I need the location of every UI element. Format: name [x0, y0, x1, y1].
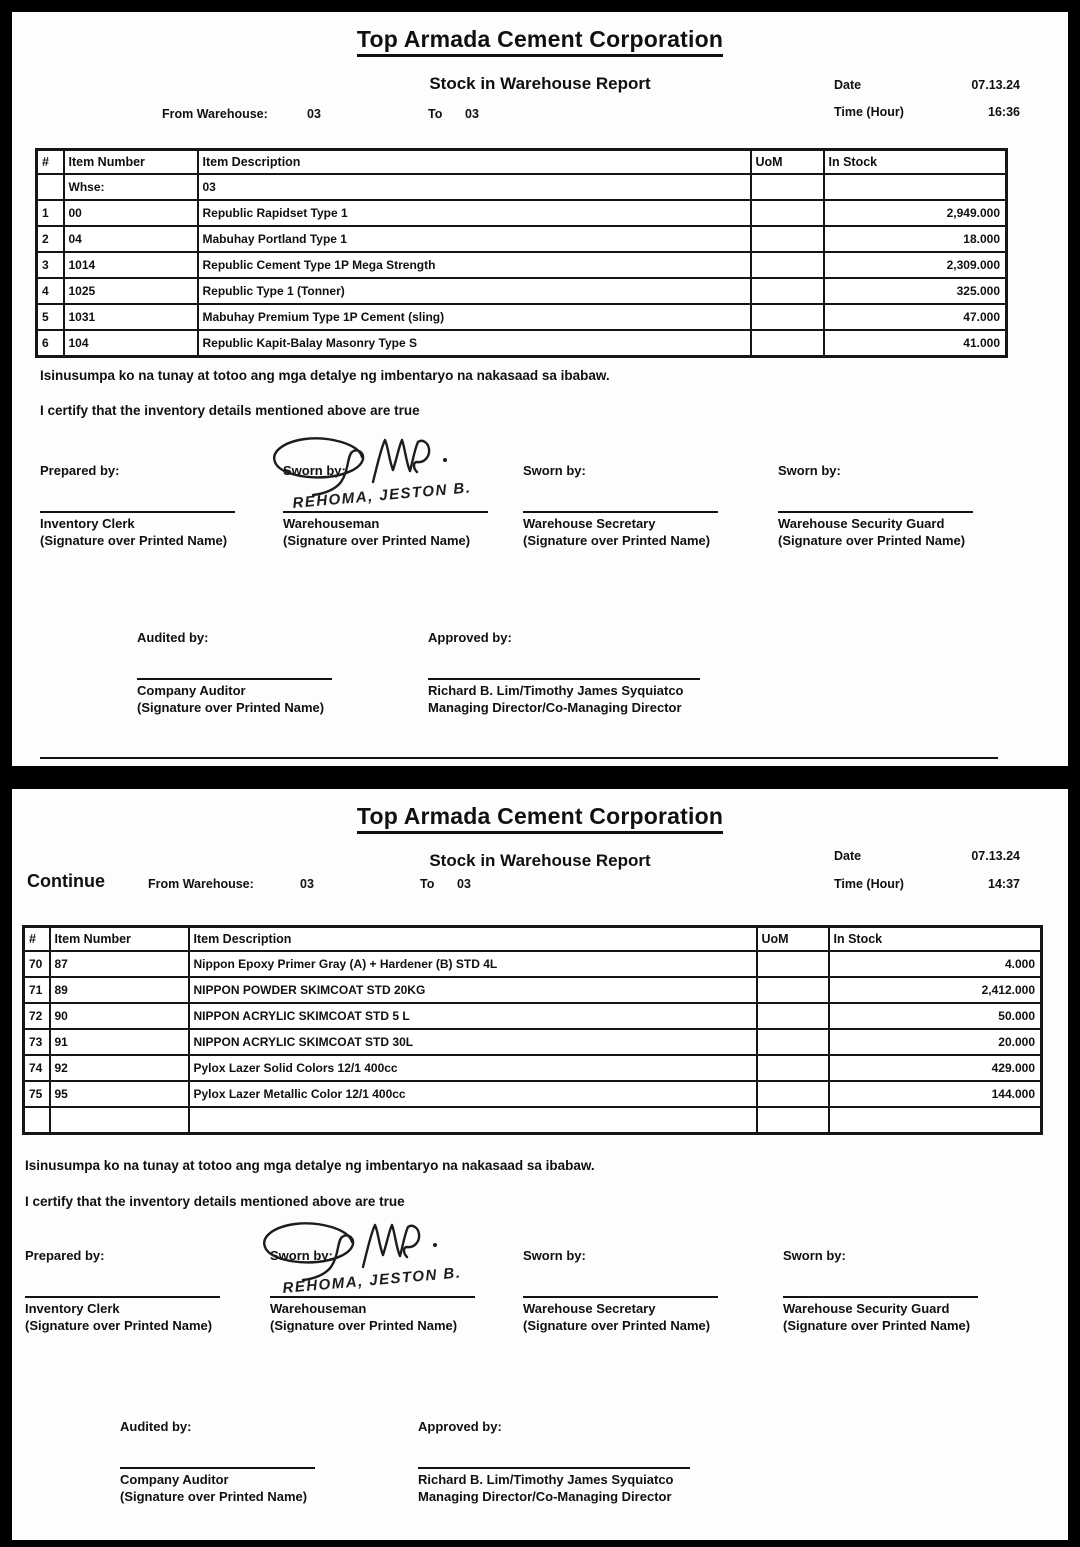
signature-block-security-guard [778, 463, 1003, 548]
report-page-1 [12, 12, 1068, 766]
column-header-uom-cell: UoM [757, 927, 829, 952]
row-number-cell: 2 [37, 226, 64, 252]
uom-cell [751, 226, 824, 252]
item-number-cell: 90 [50, 1003, 189, 1029]
statement-english: I certify that the inventory details mentioned above are true [25, 1194, 405, 1209]
date-value: 07.13.24 [971, 78, 1020, 92]
table-row [24, 1029, 1042, 1055]
column-header-uom-cell: UoM [751, 150, 824, 175]
signature-line [783, 1296, 978, 1298]
signature-line [523, 1296, 718, 1298]
statement-english: I certify that the inventory details mentioned above are true [40, 403, 420, 418]
report-title: Stock in Warehouse Report [429, 74, 651, 93]
in-stock-cell: 20.000 [829, 1029, 1042, 1055]
uom-cell [751, 278, 824, 304]
row-number-cell: 70 [24, 951, 50, 977]
signatory-title: Company Auditor [120, 1472, 229, 1487]
uom-cell [751, 252, 824, 278]
signature-block-warehouseman [283, 463, 508, 548]
column-header-in-stock-cell: In Stock [824, 150, 1007, 175]
sworn-by-label: Sworn by: [523, 463, 586, 478]
item-description-cell: Mabuhay Premium Type 1P Cement (sling) [198, 304, 751, 330]
from-warehouse-label: From Warehouse: [148, 877, 254, 891]
signature-block-warehouse-secretary [523, 463, 748, 548]
page-footer-rule [40, 757, 998, 759]
signature-block-warehouseman [270, 1248, 495, 1333]
uom-cell [751, 174, 824, 200]
signature-name-text: REHOMA, JESTON B. [291, 479, 472, 512]
date-value: 07.13.24 [971, 849, 1020, 863]
approver-title: Managing Director/Co-Managing Director [428, 700, 682, 715]
item-description-cell: Republic Rapidset Type 1 [198, 200, 751, 226]
row-number-cell: 1 [37, 200, 64, 226]
row-number-cell [37, 174, 64, 200]
signature-line [40, 511, 235, 513]
item-description-cell: Nippon Epoxy Primer Gray (A) + Hardener (B) STD 4L [189, 951, 757, 977]
item-description-cell [189, 1107, 757, 1134]
uom-cell [751, 330, 824, 357]
table-row [24, 1003, 1042, 1029]
uom-cell [757, 1055, 829, 1081]
signature-note: (Signature over Printed Name) [120, 1489, 308, 1504]
approved-by-block [428, 630, 700, 715]
sworn-by-label: Sworn by: [283, 463, 346, 478]
table-row [37, 278, 1007, 304]
signature-dot [433, 1243, 437, 1247]
row-number-cell: 4 [37, 278, 64, 304]
uom-cell [757, 1107, 829, 1134]
signature-line [283, 511, 488, 513]
signature-line [428, 678, 700, 680]
signatory-title: Warehouse Security Guard [783, 1301, 950, 1316]
signature-note: (Signature over Printed Name) [783, 1318, 971, 1333]
in-stock-cell: 18.000 [824, 226, 1007, 252]
in-stock-cell [829, 1107, 1042, 1134]
time-label: Time (Hour) [834, 105, 904, 119]
in-stock-cell [824, 174, 1007, 200]
approved-by-block [418, 1419, 690, 1504]
table-header-row [24, 927, 1042, 952]
company-title [12, 26, 1068, 57]
signature-line [270, 1296, 475, 1298]
to-label: To [428, 107, 443, 121]
in-stock-cell: 2,412.000 [829, 977, 1042, 1003]
signatory-title: Company Auditor [137, 683, 246, 698]
time-value: 14:37 [988, 877, 1020, 891]
in-stock-cell: 429.000 [829, 1055, 1042, 1081]
audited-by-label: Audited by: [137, 630, 209, 645]
time-label: Time (Hour) [834, 877, 904, 891]
approved-by-label: Approved by: [428, 630, 512, 645]
signature-block-prepared-by [40, 463, 265, 548]
signature-block-prepared-by [25, 1248, 250, 1333]
signature-line [418, 1467, 690, 1469]
approved-by-label: Approved by: [418, 1419, 502, 1434]
table-row [24, 1081, 1042, 1107]
uom-cell [757, 1029, 829, 1055]
signatory-title: Inventory Clerk [40, 516, 135, 531]
sworn-by-label: Sworn by: [270, 1248, 333, 1263]
prepared-by-label: Prepared by: [40, 463, 120, 478]
to-label: To [420, 877, 435, 891]
uom-cell [757, 1003, 829, 1029]
uom-cell [757, 1081, 829, 1107]
approver-name: Richard B. Lim/Timothy James Syquiatco [428, 683, 684, 698]
row-number-cell: 74 [24, 1055, 50, 1081]
in-stock-cell: 4.000 [829, 951, 1042, 977]
signature-note: (Signature over Printed Name) [137, 700, 325, 715]
signature-name-text: REHOMA, JESTON B. [281, 1264, 462, 1297]
item-number-cell: 89 [50, 977, 189, 1003]
item-number-cell: 104 [64, 330, 198, 357]
approver-name: Richard B. Lim/Timothy James Syquiatco [418, 1472, 674, 1487]
table-row [24, 1055, 1042, 1081]
signature-note: (Signature over Printed Name) [25, 1318, 213, 1333]
in-stock-cell: 47.000 [824, 304, 1007, 330]
signatory-title: Warehouse Secretary [523, 516, 656, 531]
column-header-item-number-cell: Item Number [64, 150, 198, 175]
signature-line [137, 678, 332, 680]
signatory-title: Inventory Clerk [25, 1301, 120, 1316]
audited-by-block [120, 1419, 315, 1504]
from-warehouse-value: 03 [307, 107, 321, 121]
report-page-2 [12, 789, 1068, 1540]
company-title-text: Top Armada Cement Corporation [357, 803, 723, 834]
signatory-title: Warehouse Secretary [523, 1301, 656, 1316]
in-stock-cell: 144.000 [829, 1081, 1042, 1107]
item-number-cell [50, 1107, 189, 1134]
uom-cell [757, 977, 829, 1003]
row-number-cell: 3 [37, 252, 64, 278]
signature-line [120, 1467, 315, 1469]
column-header-item-description-cell: Item Description [198, 150, 751, 175]
item-description-cell: NIPPON ACRYLIC SKIMCOAT STD 5 L [189, 1003, 757, 1029]
table-row [37, 200, 1007, 226]
row-number-cell: 71 [24, 977, 50, 1003]
item-description-cell: Mabuhay Portland Type 1 [198, 226, 751, 252]
table-row [24, 977, 1042, 1003]
stock-table [22, 925, 1043, 1135]
to-warehouse-value: 03 [457, 877, 471, 891]
from-warehouse-value: 03 [300, 877, 314, 891]
stock-table [35, 148, 1008, 358]
in-stock-cell: 2,309.000 [824, 252, 1007, 278]
table-header-row [37, 150, 1007, 175]
row-number-cell: 6 [37, 330, 64, 357]
column-header-item-description-cell: Item Description [189, 927, 757, 952]
row-number-cell [24, 1107, 50, 1134]
item-number-cell: 04 [64, 226, 198, 252]
signatory-title: Warehouseman [283, 516, 380, 531]
item-description-cell: Pylox Lazer Metallic Color 12/1 400cc [189, 1081, 757, 1107]
in-stock-cell: 41.000 [824, 330, 1007, 357]
prepared-by-label: Prepared by: [25, 1248, 105, 1263]
item-number-cell: 1014 [64, 252, 198, 278]
signatory-title: Warehouseman [270, 1301, 367, 1316]
item-number-cell: 1025 [64, 278, 198, 304]
row-number-cell: 72 [24, 1003, 50, 1029]
date-label: Date [834, 78, 862, 92]
item-description-cell: Republic Kapit-Balay Masonry Type S [198, 330, 751, 357]
in-stock-cell: 2,949.000 [824, 200, 1007, 226]
approver-title: Managing Director/Co-Managing Director [418, 1489, 672, 1504]
signature-note: (Signature over Printed Name) [270, 1318, 458, 1333]
column-header-row-number-cell: # [24, 927, 50, 952]
column-header-row-number-cell: # [37, 150, 64, 175]
item-description-cell: Republic Type 1 (Tonner) [198, 278, 751, 304]
item-number-cell: 00 [64, 200, 198, 226]
table-row [37, 226, 1007, 252]
item-description-cell: Pylox Lazer Solid Colors 12/1 400cc [189, 1055, 757, 1081]
signature-line [25, 1296, 220, 1298]
statement-filipino: Isinusumpa ko na tunay at totoo ang mga detalye ng imbentaryo na nakasaad sa ibabaw. [40, 368, 610, 383]
uom-cell [751, 200, 824, 226]
company-title-text: Top Armada Cement Corporation [357, 26, 723, 57]
warehouse-value-cell: 03 [198, 174, 751, 200]
date-label: Date [834, 849, 862, 863]
empty-row [24, 1107, 1042, 1134]
item-number-cell: 1031 [64, 304, 198, 330]
in-stock-cell: 50.000 [829, 1003, 1042, 1029]
table-row [24, 951, 1042, 977]
item-number-cell: 91 [50, 1029, 189, 1055]
signature-note: (Signature over Printed Name) [778, 533, 966, 548]
uom-cell [751, 304, 824, 330]
statement-filipino: Isinusumpa ko na tunay at totoo ang mga detalye ng imbentaryo na nakasaad sa ibabaw. [25, 1158, 595, 1173]
column-header-item-number-cell: Item Number [50, 927, 189, 952]
audited-by-block [137, 630, 332, 715]
audited-by-label: Audited by: [120, 1419, 192, 1434]
warehouse-row [37, 174, 1007, 200]
signature-line [523, 511, 718, 513]
sworn-by-label: Sworn by: [783, 1248, 846, 1263]
table-row [37, 252, 1007, 278]
signature-dot [443, 458, 447, 462]
from-warehouse-label: From Warehouse: [162, 107, 268, 121]
item-number-cell: 92 [50, 1055, 189, 1081]
signature-note: (Signature over Printed Name) [40, 533, 228, 548]
signature-line [778, 511, 973, 513]
row-number-cell: 75 [24, 1081, 50, 1107]
in-stock-cell: 325.000 [824, 278, 1007, 304]
signatory-title: Warehouse Security Guard [778, 516, 945, 531]
item-description-cell: NIPPON POWDER SKIMCOAT STD 20KG [189, 977, 757, 1003]
continue-label: Continue [27, 871, 105, 891]
time-value: 16:36 [988, 105, 1020, 119]
row-number-cell: 5 [37, 304, 64, 330]
signature-note: (Signature over Printed Name) [523, 533, 711, 548]
report-title: Stock in Warehouse Report [429, 851, 651, 870]
item-description-cell: Republic Cement Type 1P Mega Strength [198, 252, 751, 278]
sworn-by-label: Sworn by: [778, 463, 841, 478]
warehouse-label-cell: Whse: [64, 174, 198, 200]
signature-block-warehouse-secretary [523, 1248, 748, 1333]
to-warehouse-value: 03 [465, 107, 479, 121]
item-number-cell: 87 [50, 951, 189, 977]
company-title [12, 803, 1068, 834]
item-description-cell: NIPPON ACRYLIC SKIMCOAT STD 30L [189, 1029, 757, 1055]
sworn-by-label: Sworn by: [523, 1248, 586, 1263]
row-number-cell: 73 [24, 1029, 50, 1055]
signature-note: (Signature over Printed Name) [523, 1318, 711, 1333]
column-header-in-stock-cell: In Stock [829, 927, 1042, 952]
item-number-cell: 95 [50, 1081, 189, 1107]
table-row [37, 330, 1007, 357]
uom-cell [757, 951, 829, 977]
signature-block-security-guard [783, 1248, 1008, 1333]
signature-note: (Signature over Printed Name) [283, 533, 471, 548]
table-row [37, 304, 1007, 330]
